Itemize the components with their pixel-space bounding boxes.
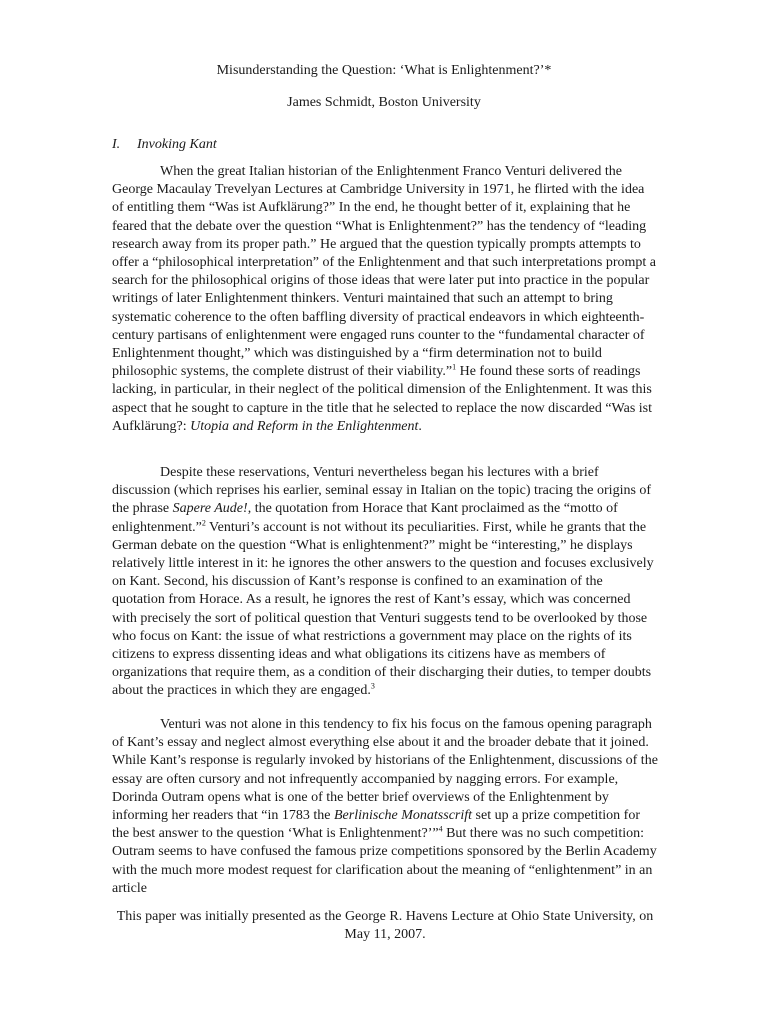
paragraph-text: set up a prize competition for the best answer to the question ‘What is Enlightenment?’” [112,808,640,842]
paragraph-text: . [418,418,422,434]
paragraph-text: , the quotation from Horace that Kant proclaimed as the “motto of enlightenment.” [112,501,618,535]
paragraph-2 [112,464,658,701]
section-title: Invoking Kant [137,137,217,152]
latin-phrase: Sapere Aude! [172,501,248,517]
paragraph-text: Despite these reservations, Venturi nevertheless began his lectures with a brief discussion (which reprises his earlier, seminal essay in Italian on the topic) tracing the origins of the phrase [112,465,652,517]
journal-title: Berlinische Monatsscrift [333,808,473,824]
paragraph-text: But there was no such competition: Outram seems to have confused the famous prize competitions sponsored by the Berlin Academy with the much more modest request for clarification about the meaning of “enlightenment” in an article [112,826,657,896]
paragraph-text: He found these sorts of readings lacking, in particular, in their neglect of the political dimension of the Enlightenment. It was this aspect that he sought to capture in the title that he selected to replace the now discarded “Was ist Aufklärung?: [112,364,653,434]
paragraph-text: When the great Italian historian of the Enlightenment Franco Venturi delivered the George Macaulay Trevelyan Lectures at Cambridge University in 1971, he flirted with the idea of entitling them “Was ist Aufklärung?” In the end, he thought better of it, explaining that he feared that the debate over the question “What is Enlightenment?” has the tendency of “leading research away from its proper path.” He argued that the question typically prompts attempts to offer a “philosophical interpretation” of the Enlightenment and that such interpretations prompt a search for the philosophical origins of those ideas that were later put into practice in the popular writings of later Enlightenment thinkers. Venturi maintained that such an attempt to bring systematic coherence to the often baffling diversity of practical endeavors in which eighteenth-century partisans of enlightenment were engaged runs counter to the “fundamental character of Enlightenment thought,” which was distinguished by a “firm determination not to build philosophic systems, the complete distrust of their viability.” [112,164,657,380]
footnote-ref[interactable]: 2 [201,517,206,527]
author-line: James Schmidt, Boston University [287,95,481,110]
book-title: Utopia and Reform in the Enlightenment [190,418,419,434]
title-footnote: This paper was initially presented as the George R. Havens Lecture at Ohio State University, on May 11, 2007. [116,909,654,942]
section-heading [112,136,217,154]
paragraph-text: Venturi’s account is not without its peculiarities. First, while he grants that the German debate on the question “What is enlightenment?” might be “interesting,” he displays relatively little interest in it: he ignores the other answers to the question and focuses exclusively on Kant. Second, his discussion of Kant’s response is confined to an examination of the quotation from Horace. As a result, he ignores the rest of Kant’s essay, which was concerned with precisely the sort of political question that Venturi suggests tend to be overlooked by those who focus on Kant: the issue of what restrictions a government may place on the rights of its citizens to express dissenting ideas and what obligations its citizens have as members of organizations that require them, as a condition of their discharging their duties, to temper doubts about the practices in which they are engaged. [112,519,654,699]
paragraph-text: Venturi was not alone in this tendency to fix his focus on the famous opening paragraph of Kant’s essay and neglect almost everything else about it and the broader debate that it joined. While Kant’s response is regularly invoked by historians of the Enlightenment, discussions of the essay are often cursory and not infrequently accompanied by nagging errors. For example, Dorinda Outram opens what is one of the better brief overviews of the Enlightenment by informing her readers that “in 1783 the [112,717,658,824]
footnote-ref[interactable]: 1 [452,362,457,372]
paper-title: Misunderstanding the Question: ‘What is Enlightenment?’* [216,63,552,78]
section-number: I. [112,137,121,152]
paragraph-1 [112,163,658,436]
paragraph-3 [112,716,658,898]
footnote-ref[interactable]: 4 [438,824,443,834]
footnote-ref[interactable]: 3 [370,681,375,691]
